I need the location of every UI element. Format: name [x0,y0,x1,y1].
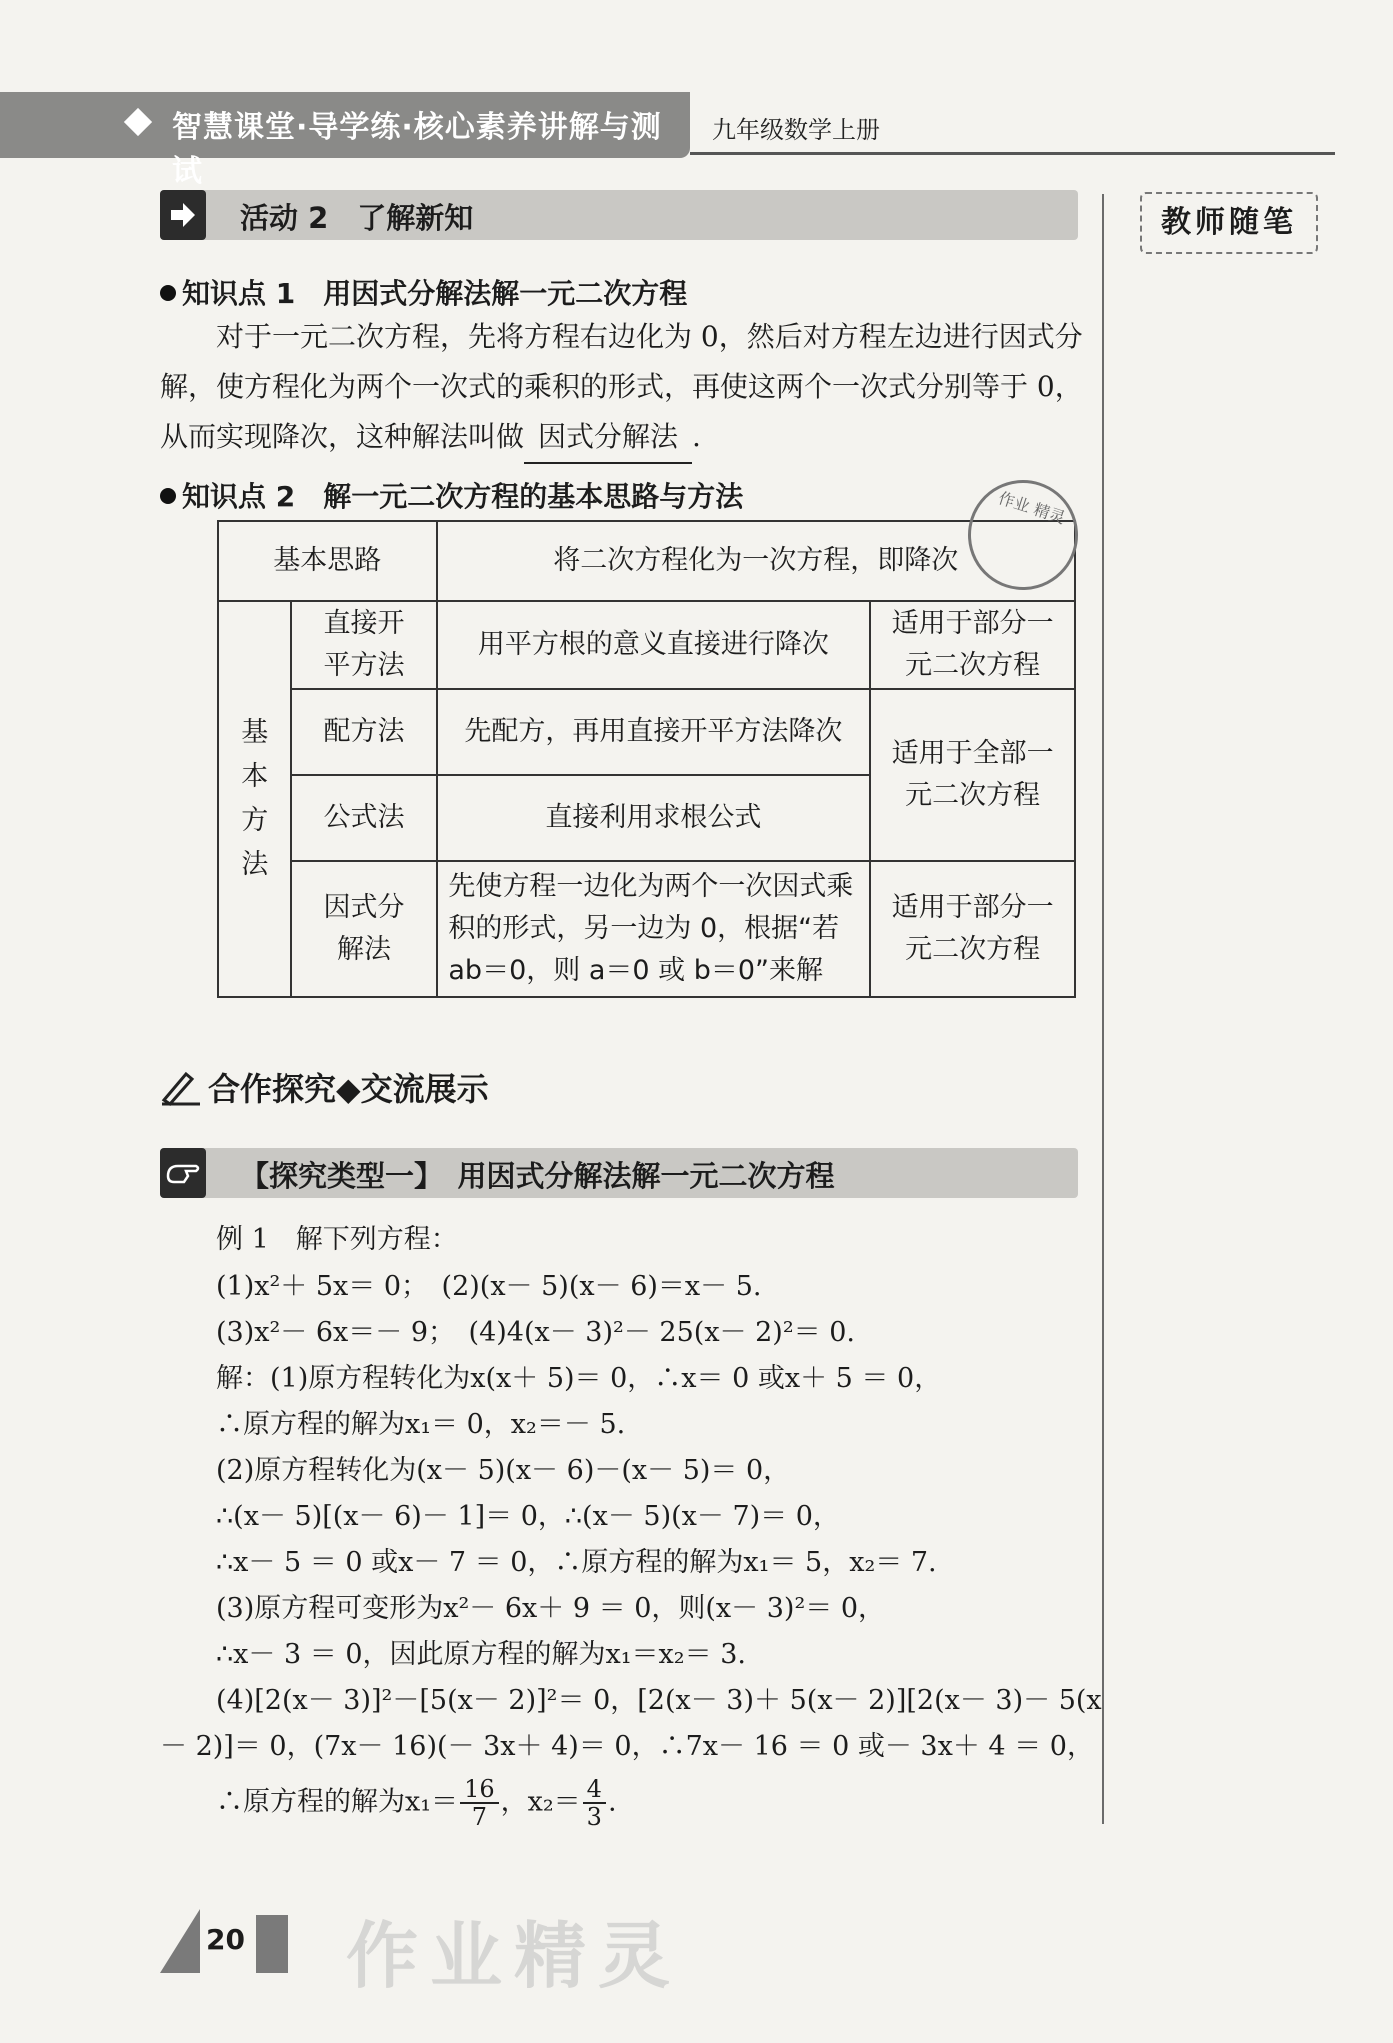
table-cell: 适用于部分一元二次方程 [870,861,1075,997]
book-subtitle: 九年级数学上册 [712,116,880,144]
section-title: 合作探究◆交流展示 [208,1070,489,1108]
pencil-icon [160,1070,202,1106]
activity-bar [160,190,1078,240]
teacher-notes-label: 教师随笔 [1140,192,1318,254]
solution-line: ∴x－ 3 ＝ 0，因此原方程的解为x₁＝x₂＝ 3. [216,1639,746,1670]
section-heading [160,1064,489,1110]
watermark: 作业精灵 [346,1914,683,1998]
pointing-hand-icon [160,1148,206,1198]
kp1-paragraph [160,312,1085,464]
page-number-block [160,1905,290,1975]
kp1-title: 用因式分解法解一元二次方程 [323,277,688,310]
example-title: 例 1 解下列方程： [216,1224,458,1255]
page-block [256,1915,288,1973]
table-cell: 适用于部分一元二次方程 [870,601,1075,689]
table-cell: 将二次方程化为一次方程，即降次 [437,521,1075,601]
table-cell: 适用于全部一元二次方程 [870,689,1075,861]
kp2-label: 知识点 2 [182,480,296,513]
methods-table [217,520,1076,998]
margin-divider [1102,194,1104,1824]
table-cell: 直接开平方法 [291,601,436,689]
page-corner-icon [160,1905,204,1975]
solution-line: ∴原方程的解为x₁＝ 0，x₂＝－ 5. [216,1409,626,1440]
solution-line: － 2)]＝ 0，(7x－ 16)(－ 3x＋ 4)＝ 0，∴7x－ 16 ＝ 0 或－ 3x＋ 4 ＝ 0， [160,1731,1094,1762]
table-cell: 直接利用求根公式 [437,775,871,861]
table-cell: 公式法 [291,775,436,861]
example-line: (1)x²＋ 5x＝ 0； (2)(x－ 5)(x－ 6)＝x－ 5. [216,1271,762,1302]
arrow-right-icon [160,190,206,240]
solution-line: (4)[2(x－ 3)]²－[5(x－ 2)]²＝ 0，[2(x－ 3)＋ 5(x－ 2)][2(x－ 3)－ 5(x [216,1685,1102,1716]
table-cell: 因式分解法 [291,861,436,997]
kp2-title: 解一元二次方程的基本思路与方法 [323,480,744,513]
activity-title: 活动 2 了解新知 [240,201,474,235]
page-header [0,92,1393,189]
kp1-label: 知识点 1 [182,277,296,310]
table-cell: 配方法 [291,689,436,775]
knowledge-point-2 [160,475,743,515]
stamp-logo: 作业 精灵 [954,466,1093,605]
explore-bar [160,1148,1078,1198]
page-number: 20 [206,1923,245,1956]
solution-line: (2)原方程转化为(x－ 5)(x－ 6)－(x－ 5)＝ 0， [216,1455,791,1486]
explore-title: 【探究类型一】 用因式分解法解一元二次方程 [240,1159,835,1193]
bullet-icon [160,285,176,301]
solution-line: (3)原方程可变形为x²－ 6x＋ 9 ＝ 0，则(x－ 3)²＝ 0， [216,1593,886,1624]
kp1-end: . [692,420,701,453]
solution-line: ∴(x－ 5)[(x－ 6)－ 1]＝ 0，∴(x－ 5)(x－ 7)＝ 0， [216,1501,840,1532]
table-cell: 先使方程一边化为两个一次因式乘积的形式，另一边为 0，根据“若 ab＝0，则 a＝0 或 b＝0”来解 [437,861,871,997]
solution-line: ∴x－ 5 ＝ 0 或x－ 7 ＝ 0，∴原方程的解为x₁＝ 5，x₂＝ 7. [216,1547,937,1578]
fraction-x1: $\frac{16}{7}$ [460,1776,499,1830]
table-cell: 先配方，再用直接开平方法降次 [437,689,871,775]
solution-final: ∴原方程的解为x₁＝ $\frac{16}{7}$ ，x₂＝ $\frac{4}{3}$ . [216,1775,617,1831]
book-title: 智慧课堂·导学练·核心素养讲解与测试 [172,110,662,189]
example-line: (3)x²－ 6x＝－ 9； (4)4(x－ 3)²－ 25(x－ 2)²＝ 0. [216,1317,856,1348]
table-cell: 基本方法 [218,601,291,997]
fraction-x2: $\frac{4}{3}$ [583,1776,606,1830]
bullet-icon [160,488,176,504]
diamond-icon [124,108,152,136]
solution-line: 解：(1)原方程转化为x(x＋ 5)＝ 0，∴x＝ 0 或x＋ 5 ＝ 0， [216,1363,942,1394]
kp1-answer: 因式分解法 [524,412,692,464]
header-rule [690,152,1335,155]
header-band [0,92,690,189]
knowledge-point-1 [160,272,687,312]
table-cell: 用平方根的意义直接进行降次 [437,601,871,689]
table-cell: 基本思路 [218,521,437,601]
kp1-text: 对于一元二次方程，先将方程右边化为 0，然后对方程左边进行因式分解，使方程化为两个一次式的乘积的形式，再使这两个一次式分别等于 0，从而实现降次，这种解法叫做 [160,320,1083,453]
